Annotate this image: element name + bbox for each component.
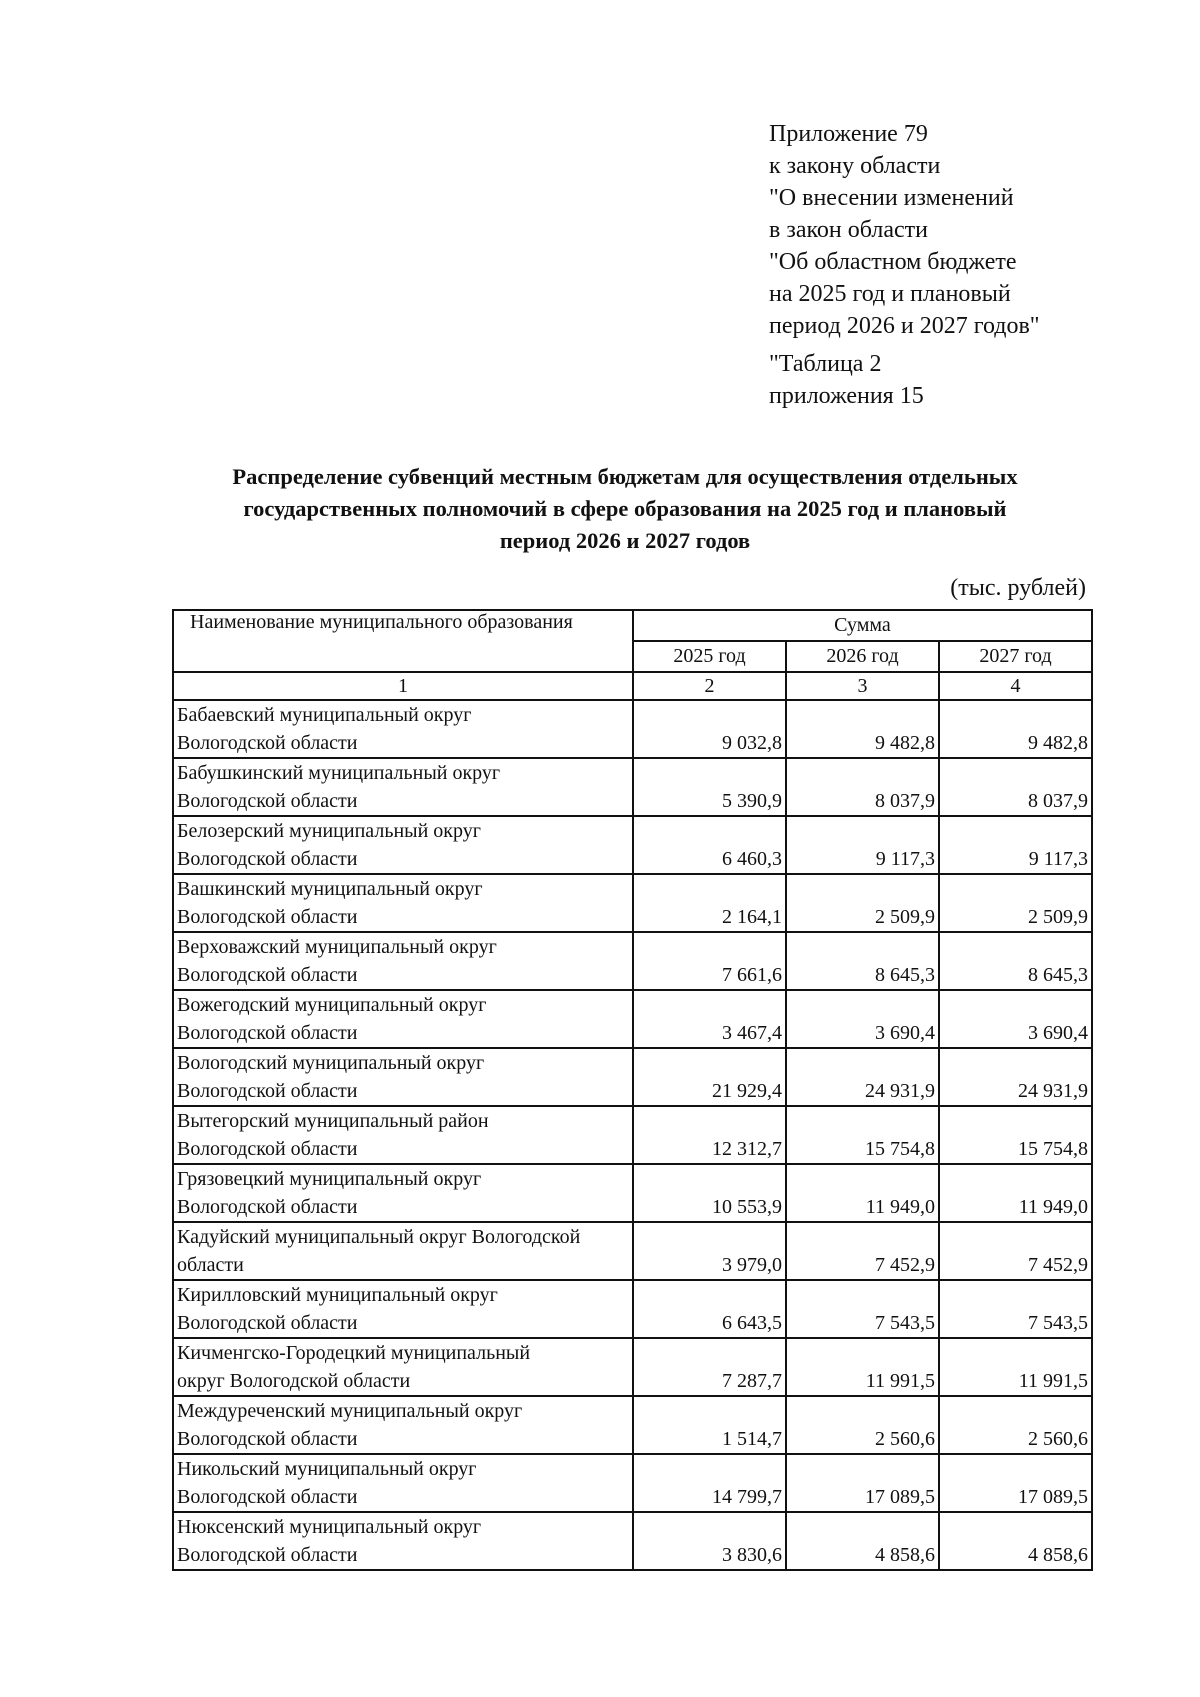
table-row xyxy=(173,816,1092,874)
municipality-name xyxy=(173,1222,633,1280)
municipality-name-line1: Междуреченский муниципальный округ xyxy=(177,1400,523,1422)
table-row xyxy=(173,1164,1092,1222)
table-row xyxy=(173,1048,1092,1106)
municipality-name xyxy=(173,990,633,1048)
annex-line: "О внесении изменений xyxy=(769,185,1014,211)
municipality-name xyxy=(173,700,633,758)
amount-2026: 8 037,9 xyxy=(786,758,939,816)
amount-2025: 3 830,6 xyxy=(633,1512,786,1570)
municipality-name-line2: области xyxy=(177,1254,244,1276)
annex-line: к закону области xyxy=(769,153,941,179)
amount-2027: 9 117,3 xyxy=(939,816,1092,874)
municipality-name-line2: Вологодской области xyxy=(177,732,358,754)
municipality-name-line1: Кадуйский муниципальный округ Вологодской xyxy=(177,1226,581,1248)
municipality-name-line1: Белозерский муниципальный округ xyxy=(177,820,481,842)
amount-2025: 6 643,5 xyxy=(633,1280,786,1338)
table-row xyxy=(173,932,1092,990)
municipality-name-line1: Нюксенский муниципальный округ xyxy=(177,1516,482,1538)
subvention-table xyxy=(172,609,1093,1571)
amount-2026: 8 645,3 xyxy=(786,932,939,990)
amount-2025: 9 032,8 xyxy=(633,700,786,758)
amount-2026: 24 931,9 xyxy=(786,1048,939,1106)
municipality-name-line1: Бабушкинский муниципальный округ xyxy=(177,762,501,784)
municipality-name xyxy=(173,816,633,874)
municipality-name-line1: Никольский муниципальный округ xyxy=(177,1458,477,1480)
amount-2026: 9 482,8 xyxy=(786,700,939,758)
amount-2025: 1 514,7 xyxy=(633,1396,786,1454)
municipality-name xyxy=(173,758,633,816)
amount-2025: 7 661,6 xyxy=(633,932,786,990)
col-number: 2 xyxy=(633,672,786,700)
municipality-name xyxy=(173,1280,633,1338)
municipality-name xyxy=(173,874,633,932)
amount-2027: 9 482,8 xyxy=(939,700,1092,758)
amount-2026: 2 509,9 xyxy=(786,874,939,932)
annex-header xyxy=(769,118,1149,412)
municipality-name-line1: Вашкинский муниципальный округ xyxy=(177,878,483,900)
amount-2026: 7 543,5 xyxy=(786,1280,939,1338)
municipality-name xyxy=(173,1048,633,1106)
table-row xyxy=(173,1280,1092,1338)
header-name: Наименование муниципального образования xyxy=(173,610,633,672)
amount-2025: 3 979,0 xyxy=(633,1222,786,1280)
amount-2026: 15 754,8 xyxy=(786,1106,939,1164)
table-row xyxy=(173,874,1092,932)
table-row xyxy=(173,758,1092,816)
municipality-name xyxy=(173,1396,633,1454)
table-row xyxy=(173,1512,1092,1570)
municipality-name-line1: Вологодский муниципальный округ xyxy=(177,1052,485,1074)
table-row xyxy=(173,990,1092,1048)
table-row xyxy=(173,1222,1092,1280)
amount-2025: 2 164,1 xyxy=(633,874,786,932)
municipality-name-line2: Вологодской области xyxy=(177,1196,358,1218)
municipality-name xyxy=(173,1164,633,1222)
table-ref-line: "Таблица 2 xyxy=(769,351,882,377)
amount-2027: 8 037,9 xyxy=(939,758,1092,816)
title-line: государственных полномочий в сфере образования на 2025 год и плановый xyxy=(243,496,1007,521)
header-year-2025: 2025 год xyxy=(633,641,786,672)
amount-2026: 9 117,3 xyxy=(786,816,939,874)
municipality-name-line2: Вологодской области xyxy=(177,1428,358,1450)
municipality-name-line2: Вологодской области xyxy=(177,964,358,986)
annex-line: Приложение 79 xyxy=(769,121,928,147)
col-number: 4 xyxy=(939,672,1092,700)
table-row xyxy=(173,700,1092,758)
title-line: Распределение субвенций местным бюджетам для осуществления отдельных xyxy=(232,464,1018,489)
amount-2027: 11 991,5 xyxy=(939,1338,1092,1396)
amount-2025: 21 929,4 xyxy=(633,1048,786,1106)
amount-2025: 5 390,9 xyxy=(633,758,786,816)
table-row xyxy=(173,1396,1092,1454)
amount-2026: 11 991,5 xyxy=(786,1338,939,1396)
annex-line: период 2026 и 2027 годов" xyxy=(769,313,1040,339)
municipality-name-line1: Кичменгско-Городецкий муниципальный xyxy=(177,1342,531,1364)
municipality-name-line1: Грязовецкий муниципальный округ xyxy=(177,1168,482,1190)
amount-2026: 7 452,9 xyxy=(786,1222,939,1280)
amount-2027: 15 754,8 xyxy=(939,1106,1092,1164)
amount-2027: 11 949,0 xyxy=(939,1164,1092,1222)
col-number: 3 xyxy=(786,672,939,700)
municipality-name xyxy=(173,932,633,990)
amount-2027: 24 931,9 xyxy=(939,1048,1092,1106)
annex-line: на 2025 год и плановый xyxy=(769,281,1011,307)
amount-2027: 7 452,9 xyxy=(939,1222,1092,1280)
municipality-name-line2: Вологодской области xyxy=(177,1486,358,1508)
table-row xyxy=(173,1454,1092,1512)
amount-2027: 4 858,6 xyxy=(939,1512,1092,1570)
amount-2026: 2 560,6 xyxy=(786,1396,939,1454)
amount-2025: 6 460,3 xyxy=(633,816,786,874)
header-year-2027: 2027 год xyxy=(939,641,1092,672)
amount-2026: 11 949,0 xyxy=(786,1164,939,1222)
amount-2025: 14 799,7 xyxy=(633,1454,786,1512)
municipality-name-line1: Вытегорский муниципальный район xyxy=(177,1110,489,1132)
amount-2026: 4 858,6 xyxy=(786,1512,939,1570)
unit-label: (тыс. рублей) xyxy=(950,575,1086,601)
annex-line: в закон области xyxy=(769,217,928,243)
amount-2025: 12 312,7 xyxy=(633,1106,786,1164)
amount-2027: 2 509,9 xyxy=(939,874,1092,932)
municipality-name-line2: Вологодской области xyxy=(177,848,358,870)
municipality-name-line1: Кирилловский муниципальный округ xyxy=(177,1284,498,1306)
table-ref-line: приложения 15 xyxy=(769,383,924,409)
municipality-name-line2: Вологодской области xyxy=(177,906,358,928)
municipality-name-line2: Вологодской области xyxy=(177,1312,358,1334)
amount-2026: 3 690,4 xyxy=(786,990,939,1048)
amount-2027: 2 560,6 xyxy=(939,1396,1092,1454)
municipality-name xyxy=(173,1512,633,1570)
amount-2025: 3 467,4 xyxy=(633,990,786,1048)
amount-2027: 8 645,3 xyxy=(939,932,1092,990)
table-row xyxy=(173,1106,1092,1164)
amount-2025: 10 553,9 xyxy=(633,1164,786,1222)
municipality-name-line1: Верховажский муниципальный округ xyxy=(177,936,497,958)
amount-2025: 7 287,7 xyxy=(633,1338,786,1396)
municipality-name-line2: Вологодской области xyxy=(177,790,358,812)
municipality-name xyxy=(173,1338,633,1396)
col-number: 1 xyxy=(173,672,633,700)
municipality-name-line2: Вологодской области xyxy=(177,1138,358,1160)
title-line: период 2026 и 2027 годов xyxy=(499,528,751,553)
municipality-name-line1: Вожегодский муниципальный округ xyxy=(177,994,487,1016)
municipality-name-line2: Вологодской области xyxy=(177,1080,358,1102)
header-year-2026: 2026 год xyxy=(786,641,939,672)
municipality-name-line2: округ Вологодской области xyxy=(177,1370,411,1392)
municipality-name-line1: Бабаевский муниципальный округ xyxy=(177,704,472,726)
annex-line: "Об областном бюджете xyxy=(769,249,1017,275)
header-sum: Сумма xyxy=(633,610,1092,641)
amount-2027: 3 690,4 xyxy=(939,990,1092,1048)
table-row xyxy=(173,1338,1092,1396)
municipality-name xyxy=(173,1106,633,1164)
amount-2027: 17 089,5 xyxy=(939,1454,1092,1512)
table-body xyxy=(173,700,1092,1570)
municipality-name-line2: Вологодской области xyxy=(177,1544,358,1566)
municipality-name-line2: Вологодской области xyxy=(177,1022,358,1044)
amount-2026: 17 089,5 xyxy=(786,1454,939,1512)
document-title xyxy=(150,461,1100,557)
amount-2027: 7 543,5 xyxy=(939,1280,1092,1338)
municipality-name xyxy=(173,1454,633,1512)
